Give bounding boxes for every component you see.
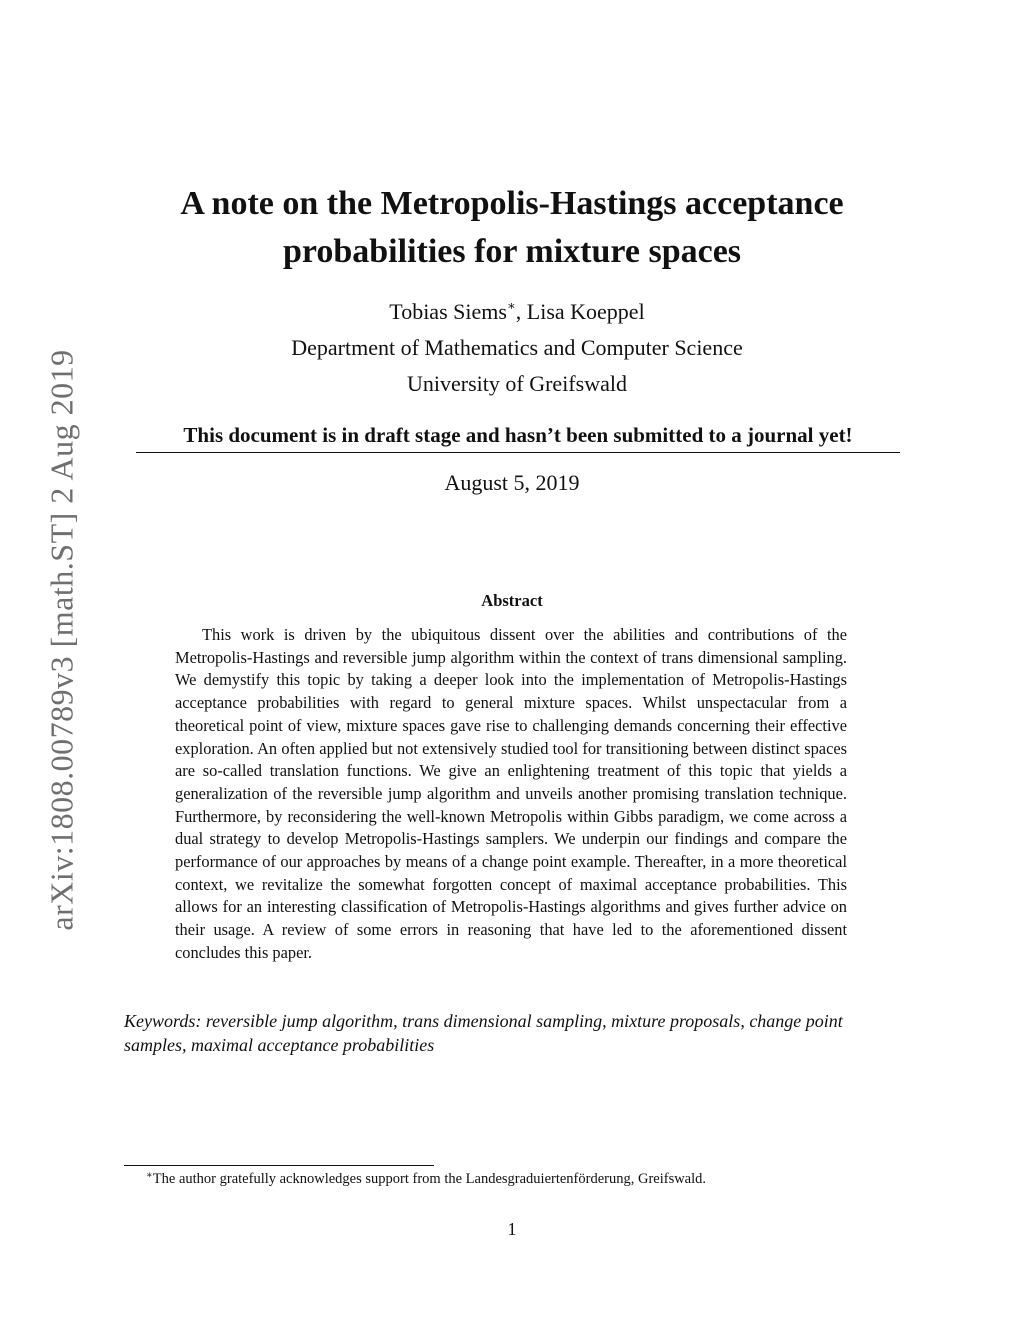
page-number: 1 [507,1219,517,1239]
author-block [124,294,910,402]
author-footnote-mark: ∗ [506,298,516,313]
author-department: Department of Mathematics and Computer Science [291,335,743,360]
footnote-mark: ∗ [146,1170,153,1181]
footnote [146,1169,906,1189]
abstract-heading: Abstract [481,591,543,610]
author-university: University of Greifswald [407,371,627,396]
footnote-text: The author gratefully acknowledges support from the Landesgraduiertenförderung, Greifswald. [152,1171,707,1187]
abstract-body: This work is driven by the ubiquitous dissent over the abilities and contributions of the Metropolis-Hastings and reversible jump algorithm within the context of trans dimensional sampling. We demystify this topic by taking a deeper look into the implementation of Metropolis-Hastings acceptance probabilities with regard to general mixture spaces. Whilst unspectacular from a theoretical point of view, mixture spaces gave rise to challenging demands concerning their effective exploration. An often applied but not extensively studied tool for transitioning between distinct spaces are so-called translation functions. We give an enlightening treatment of this topic that yields a generalization of the reversible jump algorithm and unveils another promising translation technique. Furthermore, by reconsidering the well-known Metropolis within Gibbs paradigm, we come across a dual strategy to develop Metropolis-Hastings samplers. We underpin our findings and compare the performance of our approaches by means of a change point example. Thereafter, in a more theoretical context, we revitalize the somewhat forgotten concept of maximal acceptance probabilities. This allows for an interesting classification of Metropolis-Hastings algorithms and gives further advice on their usage. A review of some errors in reasoning that have led to the aforementioned dissent concludes this paper. [175,625,847,962]
keywords: Keywords: reversible jump algorithm, trans dimensional sampling, mixture proposals, change point samples, maximal acceptance probabilities [124,1011,843,1055]
footnote-divider [124,1165,434,1166]
paper-title [124,180,900,276]
draft-notice: This document is in draft stage and hasn’t been submitted to a journal yet! [136,420,900,453]
author-name-1: Tobias Siems [389,299,507,324]
paper-title-line-2: probabilities for mixture spaces [282,233,742,270]
paper-date: August 5, 2019 [444,470,580,495]
paper-title-line-1: A note on the Metropolis-Hastings acceptance [180,185,844,222]
author-names [124,294,910,330]
arxiv-stamp: arXiv:1808.00789v3 [math.ST] 2 Aug 2019 [43,349,80,931]
author-name-2: , Lisa Koeppel [515,299,645,324]
